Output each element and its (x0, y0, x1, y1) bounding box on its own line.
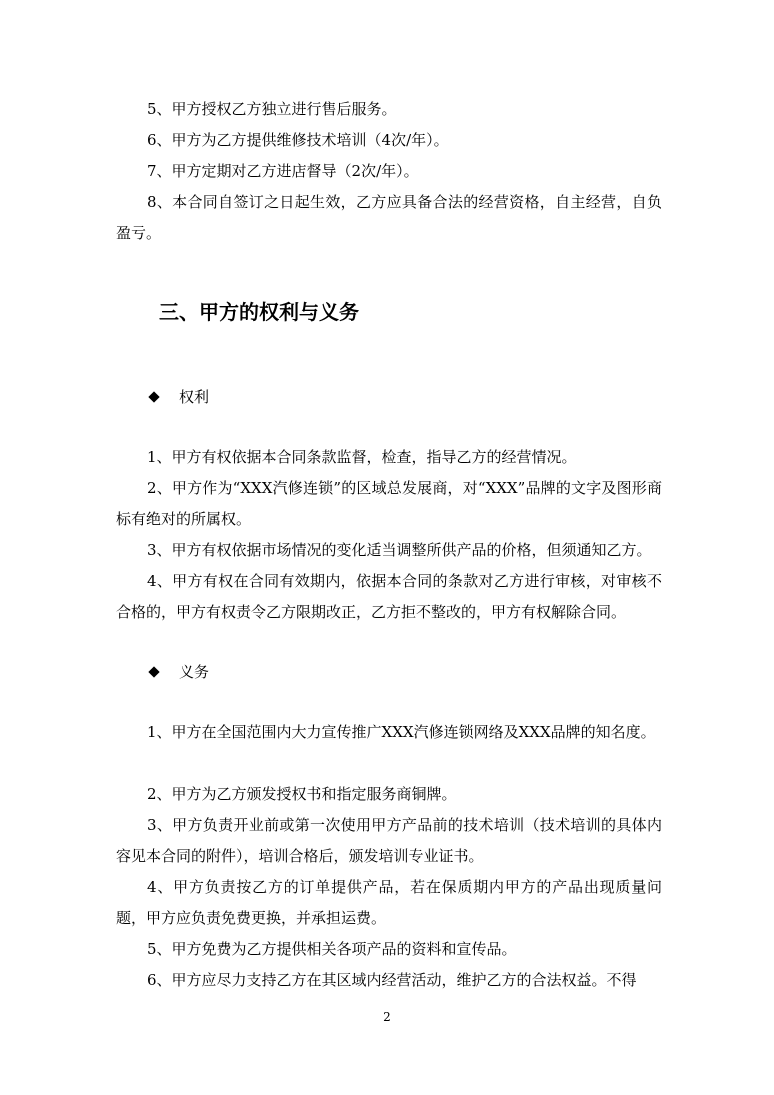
rights-item-4: 4、甲方有权在合同有效期内，依据本合同的条款对乙方进行审核，对审核不合格的，甲方有权责令乙方限期改正，乙方拒不整改的，甲方有权解除合同。 (116, 572, 662, 621)
diamond-bullet-icon (148, 391, 159, 402)
diamond-bullet-icon (148, 666, 159, 677)
clause-6-training: 6、甲方为乙方提供维修技术培训（4次/年）。 (147, 131, 449, 149)
rights-item-1: 1、甲方有权依据本合同条款监督，检查，指导乙方的经营情况。 (147, 448, 577, 466)
clause-8-effective: 8、本合同自签订之日起生效，乙方应具备合法的经营资格，自主经营，自负盈亏。 (116, 193, 662, 242)
duties-heading-label: 义务 (179, 663, 210, 681)
duties-item-2: 2、甲方为乙方颁发授权书和指定服务商铜牌。 (147, 785, 457, 803)
rights-item-3: 3、甲方有权依据市场情况的变化适当调整所供产品的价格，但须通知乙方。 (147, 541, 652, 559)
section-title: 三、甲方的权利与义务 (159, 300, 359, 324)
duties-item-6: 6、甲方应尽力支持乙方在其区域内经营活动，维护乙方的合法权益。不得 (147, 971, 637, 989)
rights-item-2: 2、甲方作为“XXX汽修连锁”的区域总发展商，对“XXX”品牌的文字及图形商标有绝对的所属权。 (116, 479, 662, 528)
clause-7-supervision: 7、甲方定期对乙方进店督导（2次/年）。 (147, 162, 419, 180)
clause-5-after-sales: 5、甲方授权乙方独立进行售后服务。 (147, 100, 397, 118)
rights-heading-label: 权利 (179, 388, 210, 406)
duties-item-3: 3、甲方负责开业前或第一次使用甲方产品前的技术培训（技术培训的具体内容见本合同的附件），培训合格后，颁发培训专业证书。 (116, 816, 662, 865)
page-number: 2 (383, 1010, 391, 1024)
duties-item-1: 1、甲方在全国范围内大力宣传推广XXX汽修连锁网络及XXX品牌的知名度。 (147, 723, 656, 741)
duties-heading (147, 659, 209, 685)
duties-item-5: 5、甲方免费为乙方提供相关各项产品的资料和宣传品。 (147, 940, 517, 958)
rights-heading (147, 384, 209, 410)
duties-item-4: 4、甲方负责按乙方的订单提供产品，若在保质期内甲方的产品出现质量问题，甲方应负责免费更换，并承担运费。 (116, 878, 662, 927)
